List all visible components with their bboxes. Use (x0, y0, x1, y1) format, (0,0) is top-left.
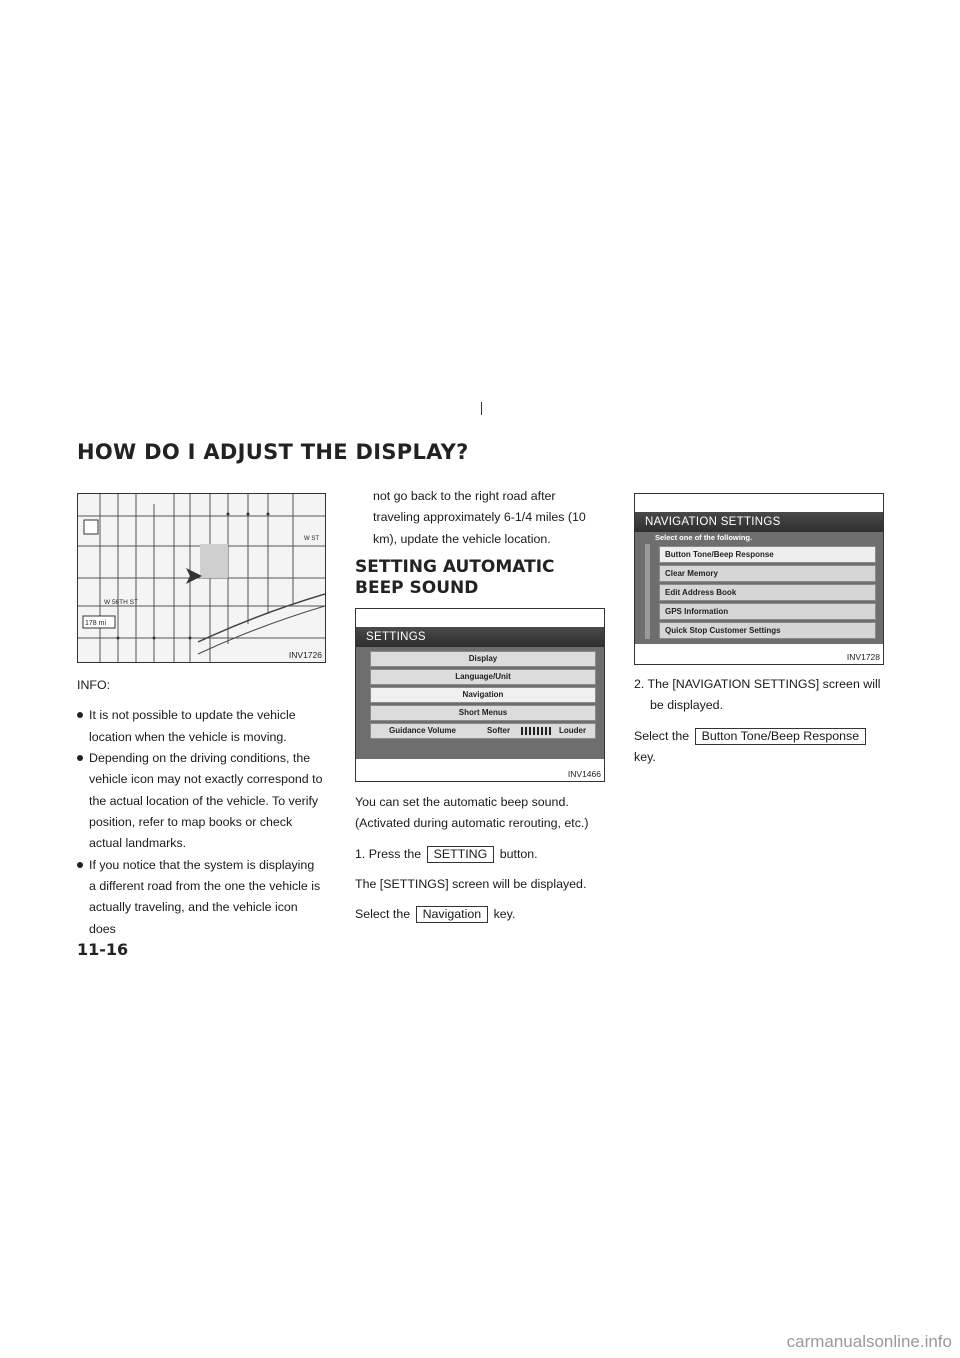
volume-louder-label: Louder (559, 726, 587, 735)
info-bullet: It is not possible to update the vehicle location when the vehicle is moving. (77, 705, 324, 748)
map-image (78, 494, 325, 662)
volume-label: Guidance Volume (389, 726, 456, 735)
settings-screen-title: SETTINGS (356, 627, 604, 647)
map-street-label-2: W ST (304, 536, 319, 542)
map-street-label: W 56TH ST (104, 599, 138, 606)
map-scale-label: 178 mi (85, 620, 107, 627)
nav-item-edit-address-book: Edit Address Book (659, 584, 876, 601)
setting-key-label: SETTING (427, 846, 495, 863)
step-1: 1. Press the SETTING button. (355, 846, 538, 861)
settings-screen (356, 627, 604, 759)
nav-settings-figure (634, 493, 884, 665)
nav-settings-screen-title: NAVIGATION SETTINGS (635, 512, 883, 532)
figure-label: INV1466 (567, 769, 601, 779)
settings-item-language: Language/Unit (370, 669, 596, 685)
continuation-text: not go back to the right road after traveling approximately 6-1/4 miles (10 km), update the vehicle location. (373, 489, 586, 546)
info-bullet: Depending on the driving conditions, the vehicle icon may not exactly correspond to the actual location of the vehicle. To verify position, refer to map books or check actual landmarks. (77, 748, 324, 855)
intro-text: You can set the automatic beep sound. (Activated during automatic rerouting, etc.) (355, 795, 589, 831)
watermark: carmanualsonline.info (786, 1332, 952, 1351)
settings-item-navigation: Navigation (370, 687, 596, 703)
nav-settings-screen (635, 512, 883, 644)
screen-note: The [SETTINGS] screen will be displayed. (355, 876, 587, 891)
nav-settings-prompt: Select one of the following. (655, 533, 753, 542)
settings-item-short-menus: Short Menus (370, 705, 596, 721)
volume-softer-label: Softer (487, 726, 511, 735)
volume-bar-icon (521, 727, 551, 735)
subsection-title: SETTING AUTOMATIC BEEP SOUND (355, 557, 555, 598)
page-number: 11-16 (77, 940, 129, 959)
select-navigation: Select the Navigation key. (355, 907, 516, 922)
info-bullet: If you notice that the system is displaying a different road from the one the vehicle is actually traveling, and the vehicle icon does (77, 855, 324, 940)
middle-column-body (355, 792, 605, 935)
button-tone-key-label: Button Tone/Beep Response (695, 728, 867, 745)
right-column-body (634, 674, 884, 777)
map-figure (77, 493, 326, 663)
nav-item-clear-memory: Clear Memory (659, 565, 876, 582)
info-label: INFO: (77, 678, 111, 692)
figure-label: INV1726 (288, 650, 322, 660)
left-column (77, 675, 324, 940)
top-divider-tick (481, 402, 482, 415)
nav-item-gps-information: GPS Information (659, 603, 876, 620)
nav-settings-scrollbar (645, 544, 650, 639)
nav-item-quick-stop: Quick Stop Customer Settings (659, 622, 876, 639)
figure-label: INV1728 (846, 652, 880, 662)
select-button-tone: Select the Button Tone/Beep Response key. (634, 726, 884, 769)
nav-item-button-tone: Button Tone/Beep Response (659, 546, 876, 563)
settings-figure (355, 608, 605, 782)
navigation-key-label: Navigation (416, 906, 489, 923)
step-2: 2. The [NAVIGATION SETTINGS] screen will be displayed. (634, 677, 881, 713)
middle-column-continuation (373, 486, 605, 550)
settings-guidance-volume (370, 723, 596, 739)
section-title: HOW DO I ADJUST THE DISPLAY? (77, 440, 469, 464)
settings-item-display: Display (370, 651, 596, 667)
